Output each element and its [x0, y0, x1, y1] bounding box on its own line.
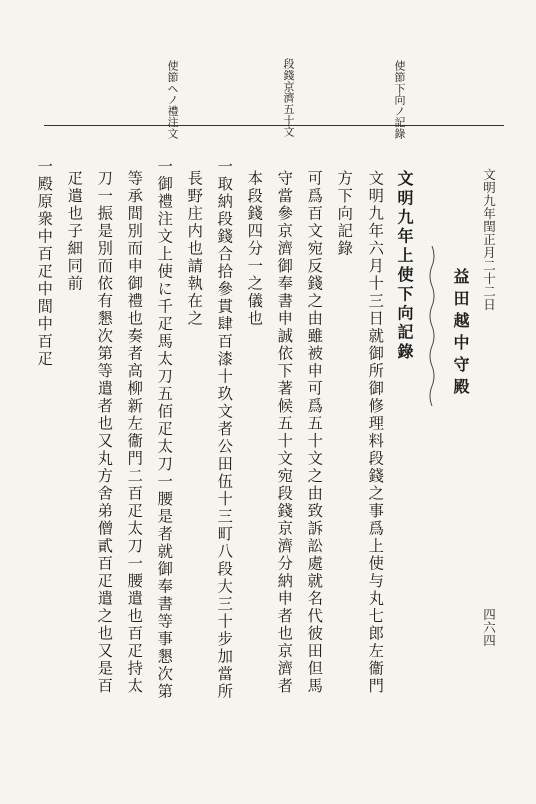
header-rule: [44, 125, 504, 126]
text-column-7: 一取納段錢合拾參貫肆百漆十玖文者公田伍十三町八段大三十步加當所: [215, 158, 234, 701]
text-column-3: 方下向記錄: [335, 170, 354, 258]
margin-note-3: 使節ヘノ禮注文: [166, 60, 179, 140]
text-column-9: 一御禮注文上使に千疋馬太刀五佰疋太刀一腰是者就御奉書等事懇次第: [155, 158, 174, 701]
text-column-2: 文明九年六月十三日就御所御修理料段錢之事爲上使与丸七郎左衞門: [366, 170, 385, 695]
margin-note-2: 段錢京濟五十文: [282, 58, 295, 138]
margin-note-1: 使節下向ノ記錄: [393, 60, 406, 140]
text-column-4: 可爲百文宛反錢之由雖被申可爲五十文之由致訴訟處就名代彼田但馬: [305, 170, 324, 695]
page-number: 四六四: [481, 608, 497, 647]
text-column-12: 疋遣也子細同前: [65, 170, 84, 293]
text-column-5: 守當參京濟御奉書申誠依下著候五十文宛段錢京濟分納申者也京濟者: [275, 170, 294, 695]
text-column-1: 文明九年上使下向記錄: [395, 170, 414, 362]
text-column-10: 等承間別而申御禮也奏者高柳新左衞門二百疋太刀一腰遣也百疋持太: [125, 170, 144, 695]
binding-mark: [426, 246, 438, 406]
addressee: 益田越中守殿: [451, 268, 470, 400]
text-column-13: 一殿原衆中百疋中間中百疋: [35, 158, 54, 368]
running-head: 文明九年閏正月二十二日: [481, 168, 497, 311]
text-column-8: 長野庄内也請執在之: [185, 170, 204, 328]
text-column-11: 刀一振是別而依有懇次第等遣者也又丸方舍弟僧貳百疋遣之也又是百: [95, 170, 114, 695]
text-column-6: 本段錢四分一之儀也: [245, 170, 264, 328]
